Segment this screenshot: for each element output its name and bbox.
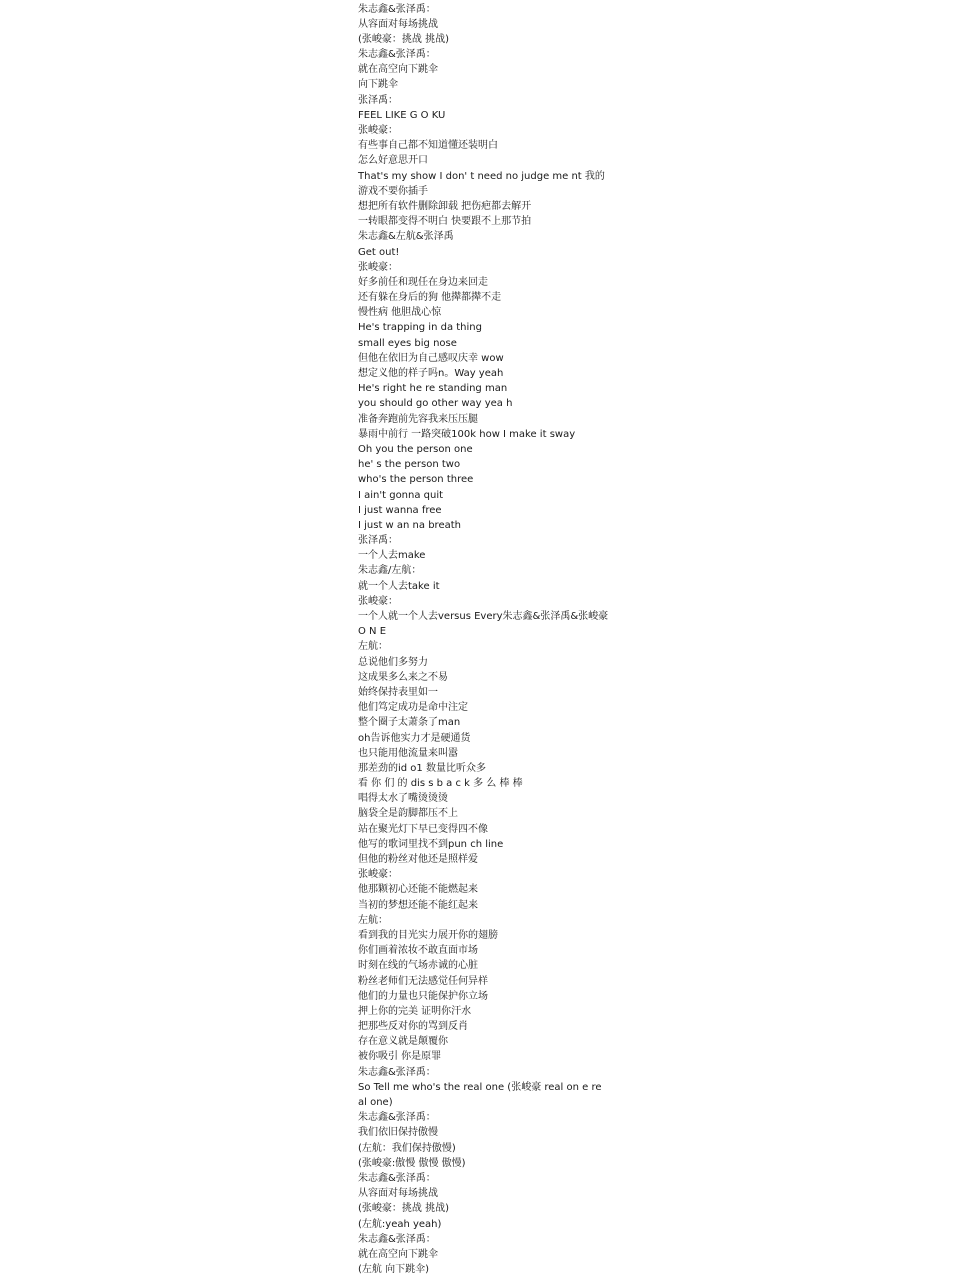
lyric-line: he' s the person two bbox=[358, 459, 461, 471]
lyric-line: 但他的粉丝对他还是照样爱 bbox=[358, 854, 478, 865]
lyric-line: 当初的梦想还能不能红起来 bbox=[358, 899, 478, 911]
lyric-line: 也只能用他流量来叫嚣 bbox=[358, 747, 458, 759]
lyric-line: I just w an na breath bbox=[358, 519, 461, 531]
lyric-line: 怎么好意思开口 bbox=[358, 155, 428, 167]
lyric-line: He's right he re standing man bbox=[358, 383, 508, 395]
lyric-line: 他写的歌词里找不到pun ch line bbox=[358, 838, 504, 850]
lyric-line: you should go other way yea h bbox=[358, 398, 513, 410]
lyric-line: 他那颗初心还能不能燃起来 bbox=[358, 884, 478, 896]
lyric-line: 张峻豪： bbox=[358, 595, 398, 607]
lyric-line: 暴雨中前行 一路突破100k how I make it sway bbox=[358, 428, 576, 440]
lyric-line: 但他在依旧为自己感叹庆幸 wow bbox=[358, 352, 504, 364]
lyric-line: 那差劲的id o1 数量比听众多 bbox=[358, 762, 486, 774]
lyric-line: 左航： bbox=[358, 641, 388, 653]
lyric-line: (左航：我们保持傲慢) bbox=[358, 1142, 456, 1154]
lyric-line: He's trapping in da thing bbox=[358, 322, 482, 334]
lyric-line: 就在高空向下跳伞 bbox=[358, 64, 438, 76]
lyric-line: 唱得太水了嘴烫烫烫 bbox=[358, 793, 448, 805]
lyric-line: 站在聚光灯下早已变得四不像 bbox=[358, 823, 488, 835]
lyric-line: 好多前任和现任在身边来回走 bbox=[358, 276, 488, 288]
lyric-line: who's the person three bbox=[358, 474, 474, 486]
lyric-line: Get out! bbox=[358, 246, 400, 258]
lyric-line: 看 你 们 的 dis s b a c k 多 么 棒 棒 bbox=[358, 778, 523, 790]
lyric-line: 一个人去make bbox=[358, 550, 426, 562]
lyric-line: 总说他们多努力 bbox=[358, 656, 428, 668]
lyric-line: 向下跳伞 bbox=[358, 79, 398, 91]
lyric-line: 有些事自己都不知道懂还装明白 bbox=[358, 140, 498, 152]
lyric-line: 始终保持表里如一 bbox=[358, 686, 438, 698]
lyric-line: So Tell me who's the real one (张峻豪 real on e re bbox=[358, 1081, 602, 1093]
lyrics-document bbox=[358, 2, 618, 1278]
lyric-line: 朱志鑫/左航： bbox=[358, 565, 422, 577]
lyric-line: (张峻豪：挑战 挑战) bbox=[358, 33, 449, 45]
lyric-line: 时刻在线的气场赤诚的心脏 bbox=[358, 960, 478, 972]
lyric-line: (左航 向下跳伞) bbox=[358, 1264, 429, 1276]
lyric-line: 他们的力量也只能保护你立场 bbox=[358, 990, 488, 1002]
lyric-line: 一个人就一个人去versus Every朱志鑫&张泽禹&张峻豪 bbox=[358, 611, 609, 622]
lyric-line: 粉丝老师们无法感觉任何异样 bbox=[358, 975, 488, 987]
lyric-line: 脑袋全是韵脚都压不上 bbox=[358, 808, 458, 820]
lyric-line: O N E bbox=[358, 626, 387, 638]
lyric-line: I ain't gonna quit bbox=[358, 489, 444, 501]
lyric-line: (张峻豪:傲慢 傲慢 傲慢) bbox=[358, 1157, 466, 1169]
lyric-line: 整个圈子太萧条了man bbox=[358, 717, 461, 729]
lyric-line: 朱志鑫&张泽禹： bbox=[358, 1112, 436, 1124]
lyric-line: al one) bbox=[358, 1097, 393, 1108]
lyric-line: 游戏不要你插手 bbox=[358, 185, 428, 197]
lyric-line: (张峻豪：挑战 挑战) bbox=[358, 1203, 449, 1215]
lyric-line: 还有躲在身后的狗 他撵都撵不走 bbox=[358, 292, 502, 304]
lyric-line: 张泽禹： bbox=[358, 535, 398, 547]
lyric-line: 就在高空向下跳伞 bbox=[358, 1248, 438, 1260]
lyric-line: 慢性病 他胆战心惊 bbox=[358, 307, 442, 319]
lyric-line: 左航： bbox=[358, 914, 388, 926]
lyric-line: 他们笃定成功是命中注定 bbox=[358, 702, 468, 714]
lyric-line: 看到我的目光实力展开你的翅膀 bbox=[358, 929, 498, 941]
lyric-line: I just wanna free bbox=[358, 504, 442, 516]
lyric-line: 朱志鑫&左航&张泽禹 bbox=[358, 231, 454, 243]
lyric-line: 押上你的完美 证明你汗水 bbox=[358, 1005, 472, 1017]
lyric-line: 从容面对每场挑战 bbox=[358, 18, 438, 30]
lyric-line: 朱志鑫&张泽禹： bbox=[358, 49, 436, 61]
lyric-line: Oh you the person one bbox=[358, 443, 473, 455]
lyric-line: That's my show I don' t need no judge me nt 我的 bbox=[358, 170, 605, 182]
lyric-line: oh告诉他实力才是硬通货 bbox=[358, 732, 471, 744]
lyric-line: 从容面对每场挑战 bbox=[358, 1188, 438, 1200]
lyric-line: 朱志鑫&张泽禹： bbox=[358, 1233, 436, 1245]
lyric-line: 朱志鑫&张泽禹： bbox=[358, 1172, 436, 1184]
lyric-line: 被你吸引 你是原罪 bbox=[358, 1051, 442, 1063]
lyric-line: (左航:yeah yeah) bbox=[358, 1218, 442, 1230]
lyric-line: 你们画着浓妆不敢直面市场 bbox=[358, 945, 478, 957]
lyric-line: 就一个人去take it bbox=[358, 580, 440, 592]
lyric-line: 张峻豪： bbox=[358, 125, 398, 136]
lyric-line: 把那些反对你的骂到反肖 bbox=[358, 1021, 468, 1033]
lyric-line: 我们依旧保持傲慢 bbox=[358, 1127, 438, 1139]
lyric-line: 存在意义就是颠覆你 bbox=[358, 1036, 448, 1048]
lyric-line: 准备奔跑前先容我来压压腿 bbox=[358, 413, 478, 425]
lyric-line: small eyes big nose bbox=[358, 337, 457, 349]
lyric-line: 想把所有软件删除卸载 把伤疤都去解开 bbox=[358, 200, 532, 212]
lyric-line: 朱志鑫&张泽禹： bbox=[358, 3, 436, 15]
lyric-line: 张峻豪： bbox=[358, 869, 398, 881]
lyric-line: 张峻豪： bbox=[358, 261, 398, 273]
lyric-line: 朱志鑫&张泽禹： bbox=[358, 1066, 436, 1078]
lyric-line: 张泽禹： bbox=[358, 94, 398, 106]
lyric-line: 这成果多么来之不易 bbox=[358, 671, 448, 683]
lyric-line: FEEL LIKE G O KU bbox=[358, 109, 446, 121]
lyric-line: 想定义他的样子吗n。Way yeah bbox=[358, 368, 504, 379]
lyric-line: 一转眼都变得不明白 快要跟不上那节拍 bbox=[358, 216, 532, 228]
